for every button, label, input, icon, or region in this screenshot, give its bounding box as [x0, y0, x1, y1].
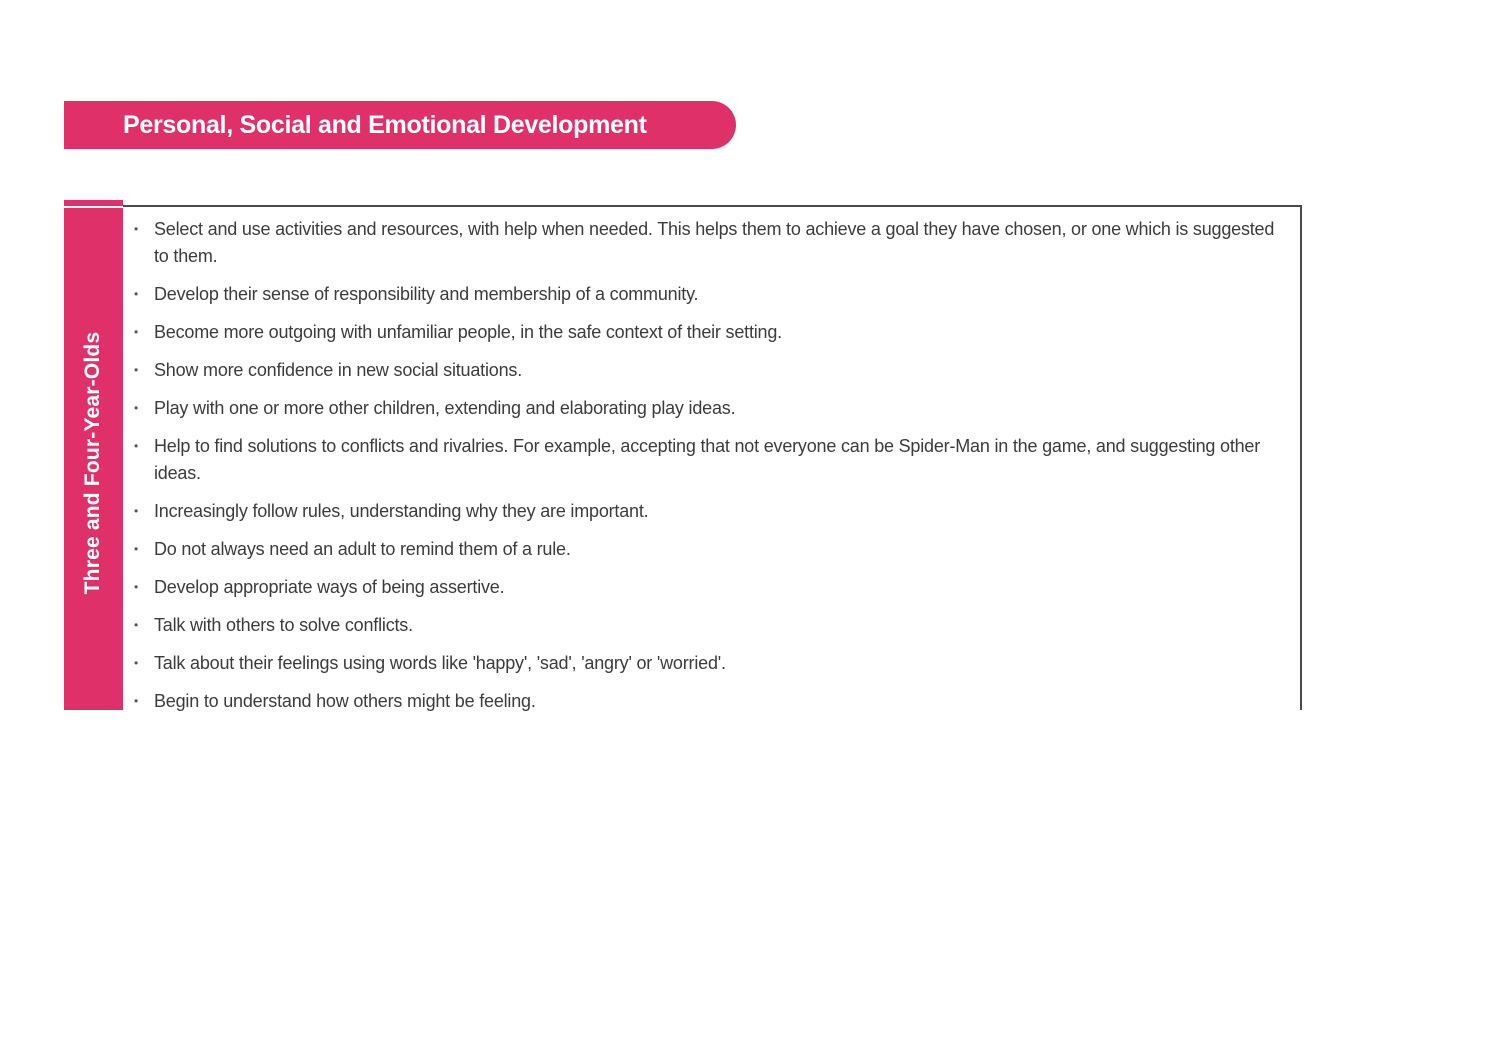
list-item — [134, 650, 1284, 677]
list-item-text: Select and use activities and resources, with help when needed. This helps them to achieve a goal they have chosen, or one which is suggested to them. — [154, 219, 1275, 266]
list-item-text: Play with one or more other children, extending and elaborating play ideas. — [154, 398, 736, 418]
age-band-divider — [64, 206, 123, 208]
bullet-icon: • — [134, 325, 139, 339]
list-item-text: Help to find solutions to conflicts and rivalries. For example, accepting that not everyone can be Spider-Man in the game, and suggesting other ideas. — [154, 436, 1261, 483]
bullet-icon: • — [134, 542, 139, 556]
list-item-text: Develop their sense of responsibility and membership of a community. — [154, 284, 699, 304]
bullet-icon: • — [134, 439, 139, 453]
list-item-text: Become more outgoing with unfamiliar people, in the safe context of their setting. — [154, 322, 782, 342]
list-item-text: Do not always need an adult to remind them of a rule. — [154, 539, 571, 559]
section-title: Personal, Social and Emotional Development — [123, 110, 647, 139]
bullet-icon: • — [134, 618, 139, 632]
list-item-text: Develop appropriate ways of being assertive. — [154, 577, 505, 597]
bullet-icon: • — [134, 504, 139, 518]
bullet-icon: • — [134, 287, 139, 301]
age-band-label: Three and Four-Year-Olds — [81, 331, 104, 595]
list-item-text: Increasingly follow rules, understanding why they are important. — [154, 501, 649, 521]
list-item-text: Talk about their feelings using words like 'happy', 'sad', 'angry' or 'worried'. — [154, 653, 726, 673]
table-top-border — [123, 205, 1302, 207]
list-item — [134, 281, 1284, 308]
bullet-icon: • — [134, 656, 139, 670]
list-item — [134, 357, 1284, 384]
content-table — [64, 200, 1302, 710]
development-goals-list — [134, 216, 1284, 726]
bullet-icon: • — [134, 580, 139, 594]
list-item — [134, 612, 1284, 639]
list-item — [134, 536, 1284, 563]
bullet-icon: • — [134, 401, 139, 415]
age-band-column — [64, 200, 123, 710]
section-banner — [64, 101, 736, 149]
list-item-text: Show more confidence in new social situations. — [154, 360, 523, 380]
list-item — [134, 433, 1284, 487]
list-item — [134, 574, 1284, 601]
bullet-icon: • — [134, 222, 139, 236]
list-item — [134, 498, 1284, 525]
list-item-text: Begin to understand how others might be feeling. — [154, 691, 536, 711]
list-item — [134, 216, 1284, 270]
bullet-icon: • — [134, 694, 139, 708]
bullet-icon: • — [134, 363, 139, 377]
list-item — [134, 688, 1284, 715]
list-item-text: Talk with others to solve conflicts. — [154, 615, 413, 635]
table-right-border — [1300, 205, 1302, 710]
list-item — [134, 395, 1284, 422]
list-item — [134, 319, 1284, 346]
